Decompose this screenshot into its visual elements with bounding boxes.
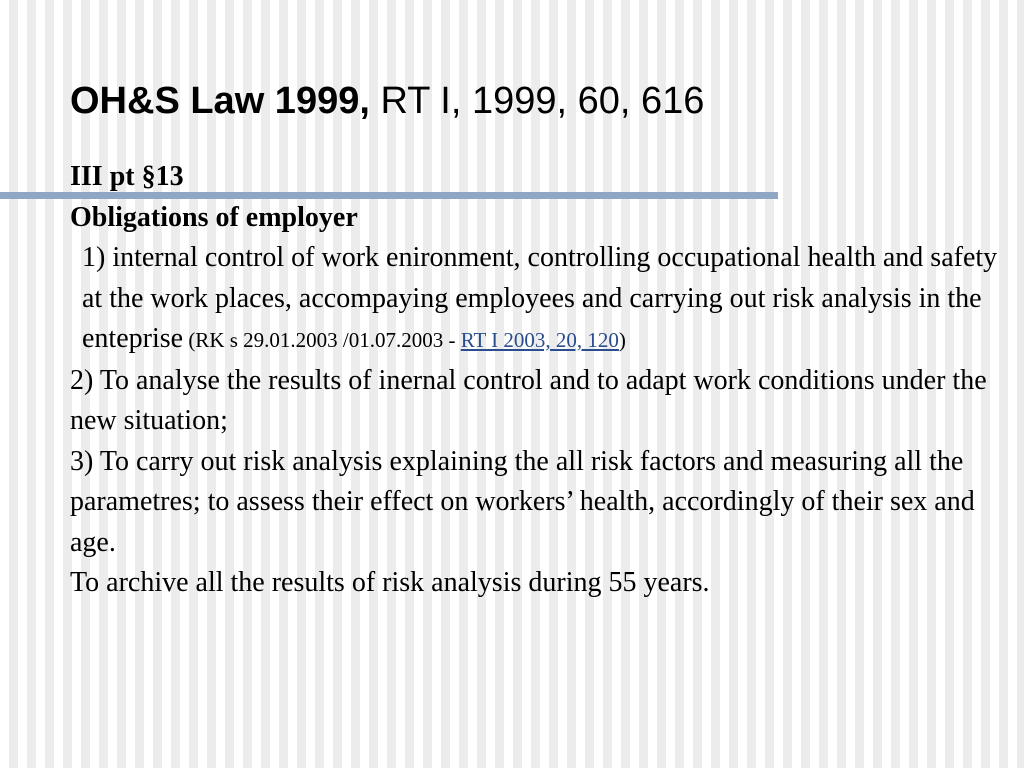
section-heading: Obligations of employer <box>70 201 358 233</box>
obligation-item-1 <box>70 238 1010 361</box>
obligation-archive: To archive all the results of risk analysis during 55 years. <box>70 567 710 598</box>
title-law-name: OH&S Law 1999, <box>70 80 370 122</box>
amendment-note <box>183 328 626 352</box>
amendment-note-close: ) <box>618 328 626 352</box>
slide-body <box>70 157 1010 604</box>
amendment-note-open: (RK s 29.01.2003 /01.07.2003 - <box>183 328 461 352</box>
title-reference: RT I, 1999, 60, 616 <box>369 80 705 122</box>
obligation-item-2: 2) To analyse the results of inernal control and to adapt work conditions under the new situation; <box>70 364 987 436</box>
section-part: III pt §13 <box>70 161 184 192</box>
obligation-item-3: 3) To carry out risk analysis explaining the all risk factors and measuring all the parametres; to assess their effect on workers’ health, accordingly of their sex and age. <box>70 445 975 558</box>
slide-title <box>70 76 704 126</box>
obligation-item-1-text: 1) internal control of work enironment, controlling occupational health and safety at the work places, accompaying employees and carrying out risk analysis in the enteprise <box>82 242 998 354</box>
amendment-reference-link[interactable]: RT I 2003, 20, 120 <box>460 328 619 352</box>
